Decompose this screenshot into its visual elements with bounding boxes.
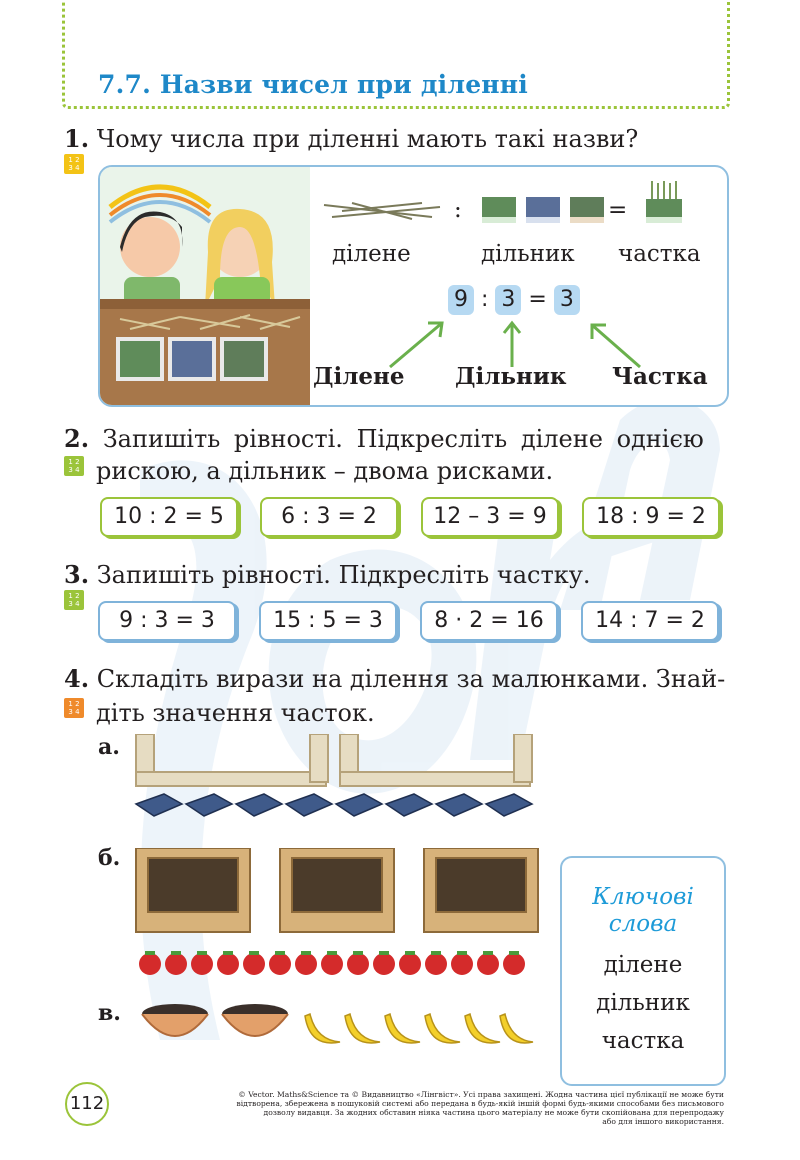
keyword: частка	[601, 1028, 685, 1054]
copyright-line: дозволу видавця. За жодних обставин ніяка частина цього матеріалу не може бути скопійована для перепродажу	[263, 1108, 724, 1117]
task3-equation: 15 : 5 = 3	[259, 601, 397, 641]
task-number: 4.	[64, 664, 90, 693]
task-4	[64, 662, 725, 696]
task-number: 2.	[64, 424, 90, 453]
sub-label-a: а.	[98, 734, 120, 760]
task3-equation: 9 : 3 = 3	[98, 601, 236, 641]
task-text: Чому числа при діленні мають такі назви?	[96, 125, 639, 153]
copyright-notice	[120, 1090, 724, 1126]
sticks-in-box-icon	[644, 179, 684, 225]
label-chastka: Частка	[612, 363, 708, 390]
sub-label-b: б.	[98, 845, 121, 871]
eq-op: :	[481, 287, 489, 312]
task3-equation: 14 : 7 = 2	[581, 601, 719, 641]
task-2-line2: рискою, а дільник – двома рисками.	[96, 457, 554, 485]
keywords-box	[560, 856, 726, 1086]
word-dilnyk: дільник	[481, 241, 575, 267]
children-illustration	[100, 167, 310, 405]
task2-equation: 6 : 3 = 2	[260, 497, 398, 537]
label-dilene: Ділене	[313, 363, 405, 390]
divisor-chip: 3	[495, 285, 521, 315]
keyword: ділене	[603, 952, 683, 978]
copyright-line: або для іншого використання.	[602, 1117, 724, 1126]
equals-sign: =	[608, 197, 628, 223]
divide-sign: :	[454, 197, 462, 223]
boxes-and-strawberries-picture	[134, 848, 544, 984]
eq-equals: =	[528, 287, 547, 312]
task-1	[64, 122, 638, 156]
task2-equation: 18 : 9 = 2	[582, 497, 720, 537]
dividend-chip: 9	[448, 285, 474, 315]
page-number: 112	[65, 1082, 109, 1126]
grade-badge-icon: 1 2 3 4	[64, 698, 84, 718]
quotient-chip: 3	[554, 285, 580, 315]
task-number: 1.	[64, 124, 90, 153]
grade-badge-icon: 1 2 3 4	[64, 456, 84, 476]
task-text: Запишіть рівності. Підкресліть частку.	[96, 561, 591, 589]
label-dilnyk: Дільник	[455, 363, 567, 390]
word-dilene: ділене	[332, 241, 411, 267]
task-text-line1: Складіть вирази на ділення за малюнками. Знай-	[96, 665, 726, 693]
section-title: 7.7. Назви чисел при діленні	[98, 70, 529, 99]
division-diagram	[98, 165, 729, 407]
copyright-line: © Vector. Maths&Science та © Видавництво «Лінгвіст». Усі права захищені. Жодна частина цієї публікації не може бути	[238, 1090, 724, 1099]
task-4-line2: діть значення часток.	[96, 699, 375, 727]
sticks-icon	[322, 199, 442, 223]
task2-equation: 12 – 3 = 9	[421, 497, 559, 537]
bowls-and-bananas-picture	[140, 1000, 535, 1056]
task-3	[64, 558, 591, 592]
keyword: дільник	[596, 990, 690, 1016]
three-boxes-icon	[480, 195, 620, 225]
word-chastka: частка	[618, 241, 701, 267]
shelves-and-books-picture	[134, 734, 534, 824]
task-2	[64, 422, 734, 456]
grade-badge-icon: 1 2 3 4	[64, 154, 84, 174]
sub-label-c: в.	[98, 1000, 121, 1026]
task2-equation: 10 : 2 = 5	[100, 497, 238, 537]
task-number: 3.	[64, 560, 90, 589]
grade-badge-icon: 1 2 3 4	[64, 590, 84, 610]
keywords-title-line1: Ключові	[592, 884, 694, 910]
task3-equation: 8 · 2 = 16	[420, 601, 558, 641]
keywords-title-line2: слова	[608, 911, 678, 937]
example-equation	[448, 285, 580, 315]
copyright-line: відтворена, збережена в пошуковій системі або передана в будь-якій іншій формі будь-якими способами без письмового	[236, 1099, 724, 1108]
task-text-line1: Запишіть рівності. Підкресліть ділене однією	[102, 425, 704, 453]
